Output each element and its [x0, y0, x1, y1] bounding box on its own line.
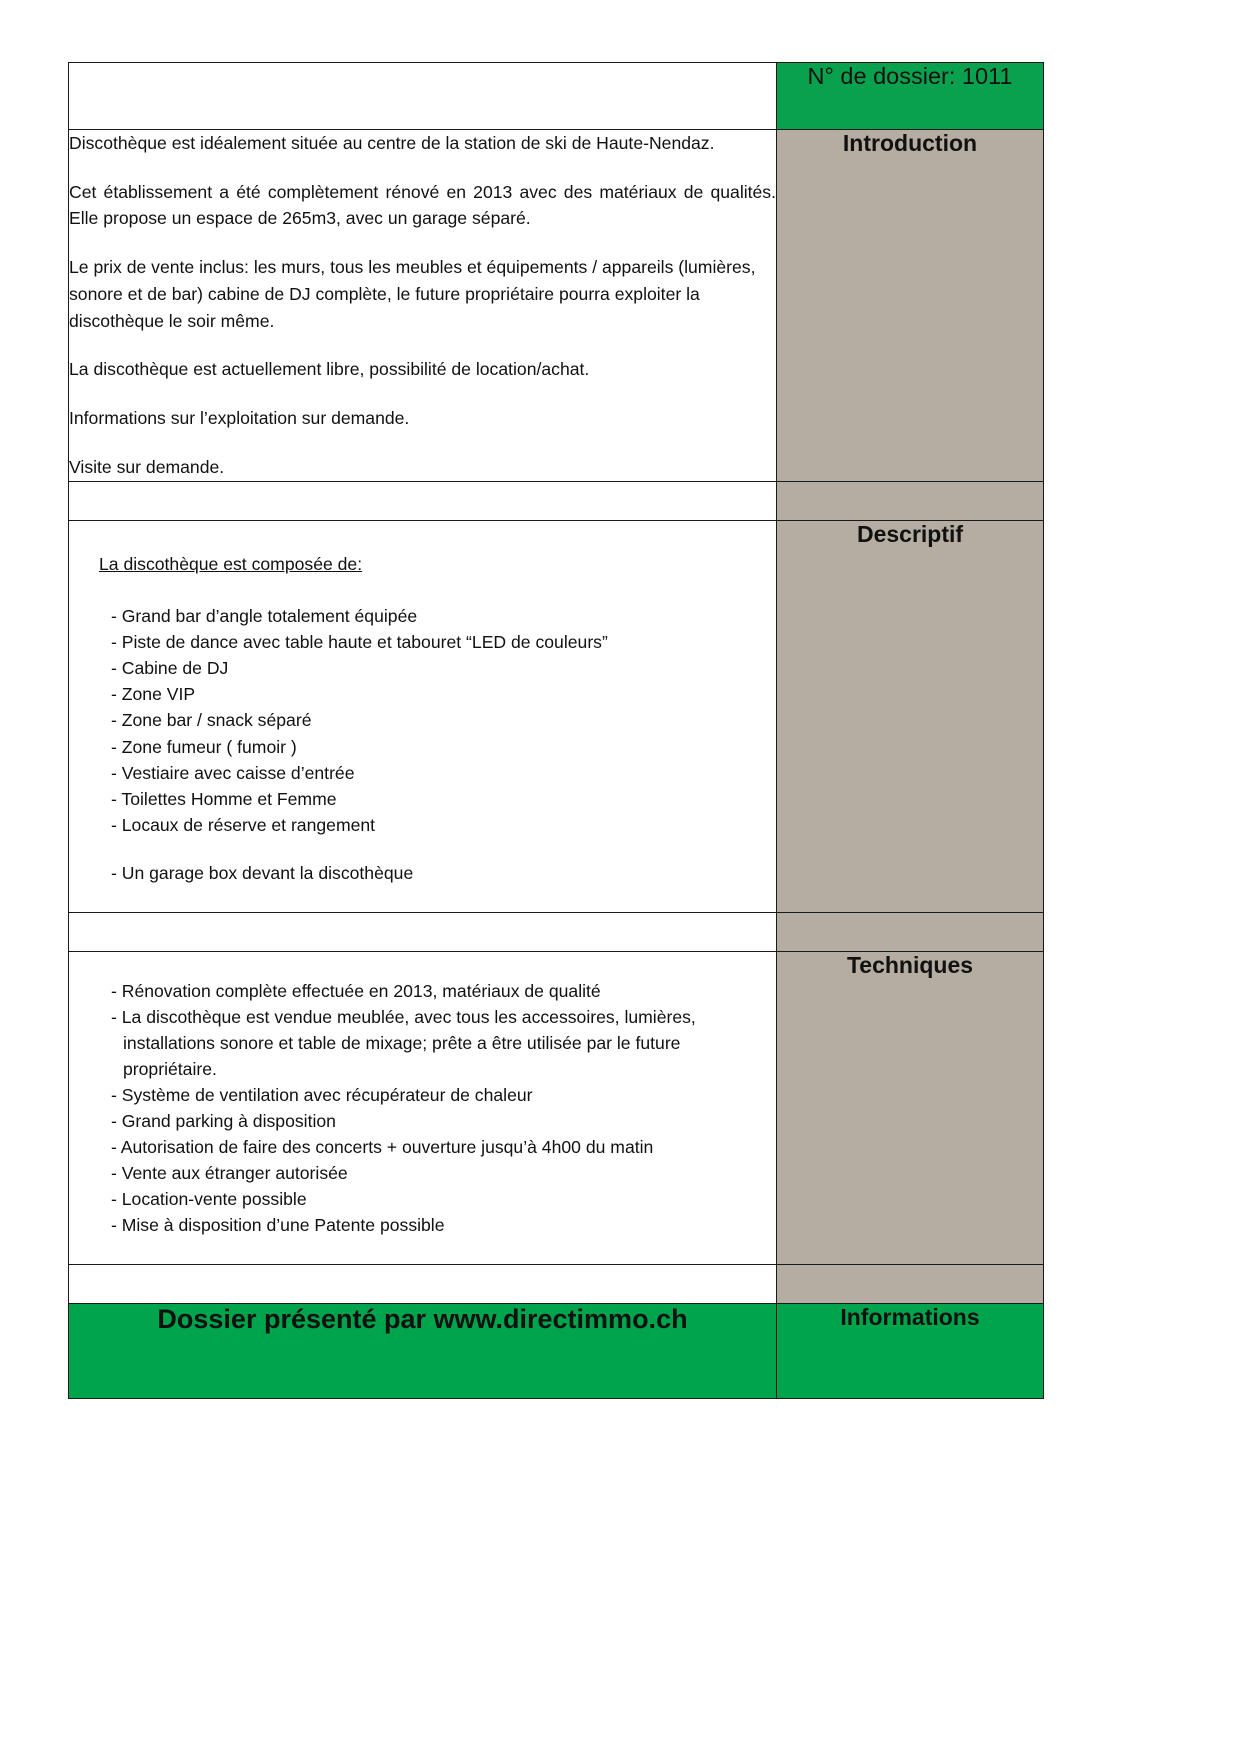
intro-paragraph-5: Informations sur l’exploitation sur demande.: [69, 408, 410, 429]
descriptif-row: [69, 520, 1044, 912]
intro-paragraph-4: La discothèque est actuellement libre, possibilité de location/achat.: [69, 359, 590, 380]
header-row: [69, 63, 1044, 130]
introduction-label-cell: Introduction: [777, 130, 1044, 482]
list-item: - Locaux de réserve et rangement: [111, 814, 376, 835]
list-item: - Zone fumeur ( fumoir ): [111, 736, 297, 757]
list-item-line-3: propriétaire.: [123, 1058, 217, 1079]
spacer-content-2: [69, 912, 777, 951]
header-blank-cell: [69, 63, 777, 130]
list-item-garage: - Un garage box devant la discothèque: [111, 862, 414, 883]
list-item: - Vestiaire avec caisse d’entrée: [111, 762, 355, 783]
intro-paragraph-2: Cet établissement a été complètement rénové en 2013 avec des matériaux de qualités. Elle propose un espace de 265m3, avec un garage séparé.: [69, 181, 776, 229]
techniques-label-cell: Techniques: [777, 951, 1044, 1264]
intro-paragraph-3: Le prix de vente inclus: les murs, tous les meubles et équipements / appareils (lumières, sonore et de bar) cabine de DJ complète, le future propriétaire pourra exploiter la discothèque le soir même.: [69, 257, 756, 331]
list-item: - Piste de dance avec table haute et tabouret “LED de couleurs”: [111, 632, 608, 653]
list-item: - Location-vente possible: [111, 1188, 307, 1209]
introduction-row: [69, 130, 1044, 482]
descriptif-list: [99, 603, 742, 885]
list-item: - Mise à disposition d’une Patente possible: [111, 1214, 445, 1235]
intro-paragraph-1: Discothèque est idéalement située au centre de la station de ski de Haute-Nendaz.: [69, 133, 715, 153]
techniques-content-cell: [69, 951, 777, 1264]
list-item: - Zone bar / snack séparé: [111, 710, 312, 731]
list-item: - Grand bar d’angle totalement équipée: [111, 606, 418, 627]
spacer-label-2: [777, 912, 1044, 951]
list-item: - Vente aux étranger autorisée: [111, 1162, 348, 1183]
introduction-content-cell: [69, 130, 777, 482]
spacer-content-3: [69, 1264, 777, 1303]
list-item: - Toilettes Homme et Femme: [111, 788, 337, 809]
spacer-label-1: [777, 481, 1044, 520]
spacer-content-1: [69, 481, 777, 520]
intro-paragraph-6: Visite sur demande.: [69, 456, 225, 477]
dossier-number-cell: N° de dossier: 1011: [777, 63, 1044, 130]
spacer-row-3: [69, 1264, 1044, 1303]
descriptif-content-cell: [69, 520, 777, 912]
list-item: - Grand parking à disposition: [111, 1110, 336, 1131]
techniques-list: [99, 978, 742, 1238]
descriptif-title: La discothèque est composée de:: [99, 553, 363, 574]
spacer-row-1: [69, 481, 1044, 520]
spacer-label-3: [777, 1264, 1044, 1303]
techniques-row: [69, 951, 1044, 1264]
list-item-multiline: [99, 1004, 742, 1082]
list-item: - Système de ventilation avec récupérateur de chaleur: [111, 1084, 533, 1105]
list-item: - Autorisation de faire des concerts + ouverture jusqu’à 4h00 du matin: [111, 1136, 654, 1157]
footer-row: [69, 1303, 1044, 1398]
list-item-line-1: - La discothèque est vendue meublée, avec tous les accessoires, lumières,: [111, 1006, 696, 1027]
list-item: - Cabine de DJ: [111, 658, 229, 679]
property-brochure-table: [68, 62, 1044, 1399]
descriptif-label-cell: Descriptif: [777, 520, 1044, 912]
list-item: - Rénovation complète effectuée en 2013, matériaux de qualité: [111, 980, 601, 1001]
footer-label-cell: Informations: [777, 1303, 1044, 1398]
spacer-row-2: [69, 912, 1044, 951]
list-item: - Zone VIP: [111, 684, 196, 705]
footer-website-cell[interactable]: Dossier présenté par www.directimmo.ch: [69, 1303, 777, 1398]
list-item-line-2: installations sonore et table de mixage; prête a être utilisée par le future: [123, 1032, 681, 1053]
